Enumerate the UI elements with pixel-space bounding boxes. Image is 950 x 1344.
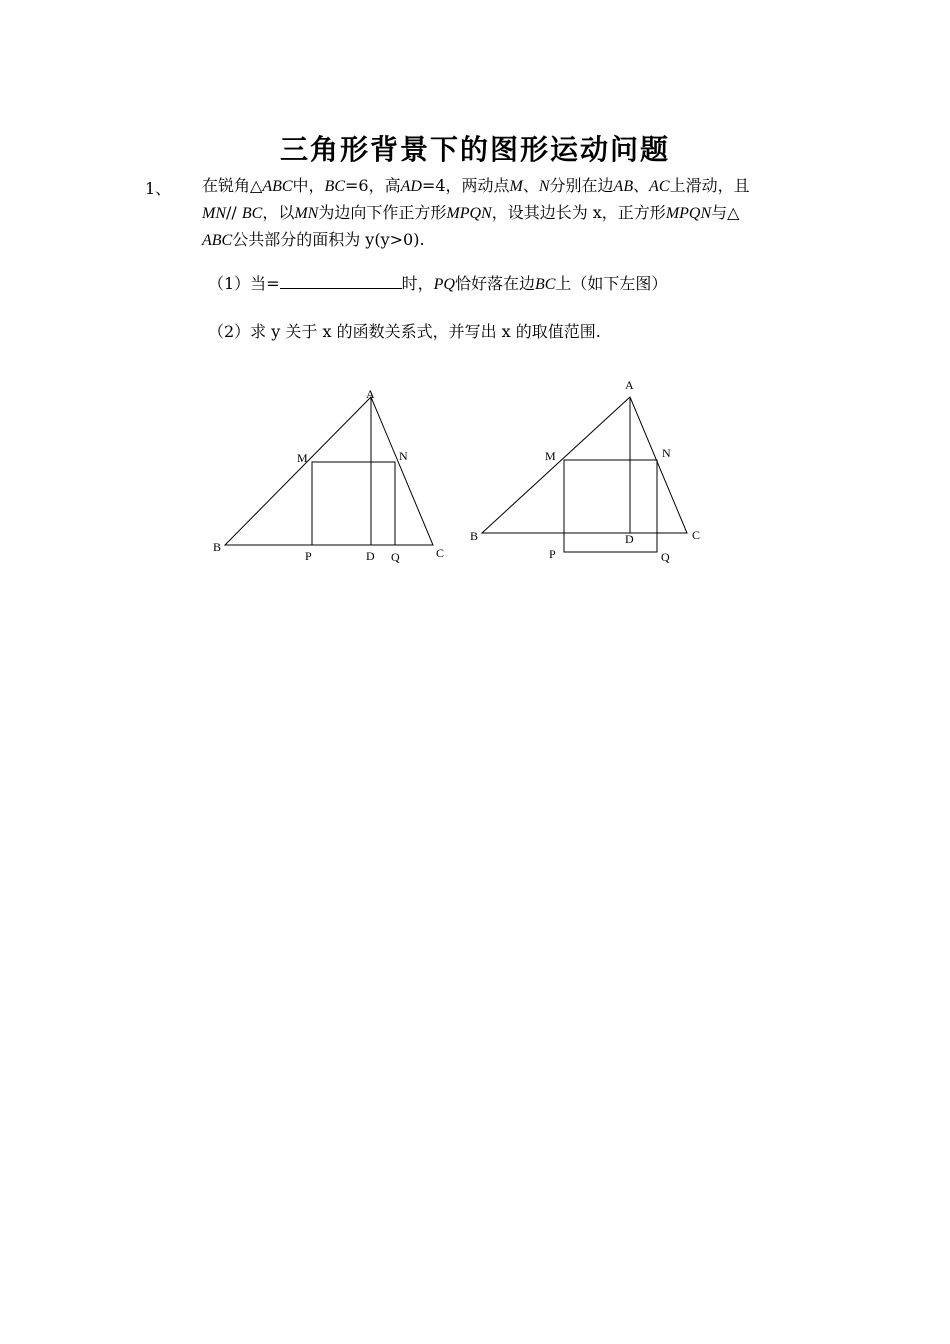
label-m: M bbox=[545, 449, 556, 463]
answer-blank[interactable] bbox=[280, 272, 402, 289]
triangle-abc bbox=[225, 397, 433, 545]
label-q: Q bbox=[661, 550, 670, 564]
label-d: D bbox=[366, 549, 375, 563]
square-mpqn bbox=[312, 462, 395, 545]
label-q: Q bbox=[391, 550, 400, 564]
question-text: 在锐角△ABC中，BC=6，高AD=4，两动点M、N分别在边AB、AC上滑动，且 MN// BC，以MN为边向下作正方形MPQN，设其边长为 x，正方形MPQN与△ ABC公共部分的面积为 y(y>0). bbox=[202, 176, 750, 249]
sub-question-1: （1）当= 时，PQ恰好落在边BC上（如下左图） bbox=[208, 274, 668, 293]
label-c: C bbox=[692, 528, 701, 542]
label-m: M bbox=[297, 451, 308, 465]
figure-left bbox=[205, 370, 455, 570]
label-n: N bbox=[662, 446, 671, 460]
label-a: A bbox=[366, 387, 375, 401]
page-title: 三角形背景下的图形运动问题 bbox=[279, 133, 670, 166]
label-b: B bbox=[213, 540, 222, 554]
label-d: D bbox=[625, 532, 634, 546]
label-p: P bbox=[305, 549, 312, 563]
sub-question-2: （2）求 y 关于 x 的函数关系式，并写出 x 的取值范围. bbox=[208, 322, 601, 341]
label-b: B bbox=[470, 529, 479, 543]
square-mpqn bbox=[564, 460, 657, 552]
label-n: N bbox=[399, 449, 408, 463]
triangle-abc bbox=[482, 397, 687, 533]
label-p: P bbox=[549, 547, 556, 561]
label-c: C bbox=[436, 546, 445, 560]
figure-right bbox=[465, 370, 715, 570]
label-a: A bbox=[625, 378, 634, 392]
question-number: 1、 bbox=[145, 179, 172, 198]
